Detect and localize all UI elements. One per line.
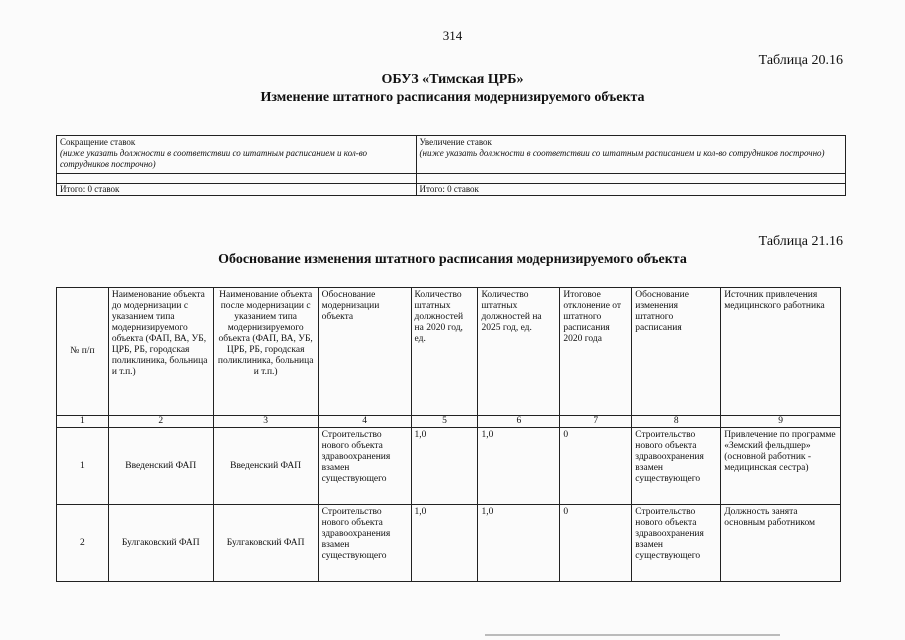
- increase-header: Увеличение ставок: [419, 137, 492, 147]
- empty-cell: [57, 174, 417, 184]
- col-number: 5: [411, 416, 478, 428]
- table2-title: Обоснование изменения штатного расписания модернизируемого объекта: [218, 252, 687, 267]
- staff-2025: 1,0: [478, 505, 560, 582]
- col-number: 2: [108, 416, 213, 428]
- staffing-justification-table: [56, 287, 841, 582]
- worker-source: Привлечение по программе «Земский фельдшер» (основной работник - медицинская сестра): [721, 428, 841, 505]
- col-number: 6: [478, 416, 560, 428]
- col-header-number: № п/п: [57, 288, 109, 416]
- col-number: 7: [560, 416, 632, 428]
- table2-label: Таблица 21.16: [758, 234, 843, 249]
- col-header-deviation: Итоговое отклонение от штатного расписания 2020 года: [560, 288, 632, 416]
- deviation: 0: [560, 505, 632, 582]
- col-header-staff-justification: Обоснование изменения штатного расписания: [632, 288, 721, 416]
- col-number: 4: [318, 416, 411, 428]
- table1-org-title: ОБУЗ «Тимская ЦРБ»: [381, 72, 524, 87]
- reduction-note: (ниже указать должности в соответствии со штатным расписанием и кол-во сотрудников построчно): [60, 148, 368, 169]
- col-number: 3: [213, 416, 318, 428]
- table-row: [57, 428, 841, 505]
- table-row: [57, 505, 841, 582]
- empty-cell: [416, 174, 845, 184]
- staff-2025: 1,0: [478, 428, 560, 505]
- row-number: 1: [57, 428, 109, 505]
- reduction-header-cell: [57, 136, 417, 174]
- reduction-header: Сокращение ставок: [60, 137, 136, 147]
- reduction-total: Итого: 0 ставок: [57, 184, 417, 196]
- col-header-q2025: Количество штатных должностей на 2025 год, ед.: [478, 288, 560, 416]
- col-header-before: Наименование объекта до модернизации с указанием типа модернизируемого объекта (ФАП, ВА, УБ, ЦРБ, РБ, городская поликлиника, больница и т.п.): [108, 288, 213, 416]
- table2-header-row: [57, 288, 841, 416]
- col-header-source: Источник привлечения медицинского работника: [721, 288, 841, 416]
- col-header-q2020: Количество штатных должностей на 2020 год, ед.: [411, 288, 478, 416]
- staff-2020: 1,0: [411, 428, 478, 505]
- col-number: 1: [57, 416, 109, 428]
- col-header-justification: Обоснование модернизации объекта: [318, 288, 411, 416]
- col-number: 8: [632, 416, 721, 428]
- increase-total: Итого: 0 ставок: [416, 184, 845, 196]
- deviation: 0: [560, 428, 632, 505]
- col-header-after: Наименование объекта после модернизации с указанием типа модернизируемого объекта (ФАП, ВА, УБ, ЦРБ, РБ, городская поликлиника, больница и т.п.): [213, 288, 318, 416]
- object-before: Булгаковский ФАП: [108, 505, 213, 582]
- staffing-change-table: [56, 135, 846, 196]
- row-number: 2: [57, 505, 109, 582]
- modernization-justification: Строительство нового объекта здравоохранения взамен существующего: [318, 428, 411, 505]
- staff-change-justification: Строительство нового объекта здравоохранения взамен существующего: [632, 428, 721, 505]
- page-number: 314: [442, 28, 463, 43]
- table1-label: Таблица 20.16: [758, 53, 843, 68]
- table1-totals-row: [57, 184, 846, 196]
- table1-header-row: [57, 136, 846, 174]
- col-number: 9: [721, 416, 841, 428]
- object-after: Булгаковский ФАП: [213, 505, 318, 582]
- increase-note: (ниже указать должности в соответствии со штатным расписанием и кол-во сотрудников построчно): [419, 148, 825, 158]
- modernization-justification: Строительство нового объекта здравоохранения взамен существующего: [318, 505, 411, 582]
- table2-column-numbers-row: [57, 416, 841, 428]
- staff-change-justification: Строительство нового объекта здравоохранения взамен существующего: [632, 505, 721, 582]
- table1-title: Изменение штатного расписания модернизируемого объекта: [260, 90, 645, 105]
- table1-empty-row: [57, 174, 846, 184]
- increase-header-cell: [416, 136, 845, 174]
- object-before: Введенский ФАП: [108, 428, 213, 505]
- staff-2020: 1,0: [411, 505, 478, 582]
- footer-divider: [485, 634, 780, 636]
- worker-source: Должность занята основным работником: [721, 505, 841, 582]
- object-after: Введенский ФАП: [213, 428, 318, 505]
